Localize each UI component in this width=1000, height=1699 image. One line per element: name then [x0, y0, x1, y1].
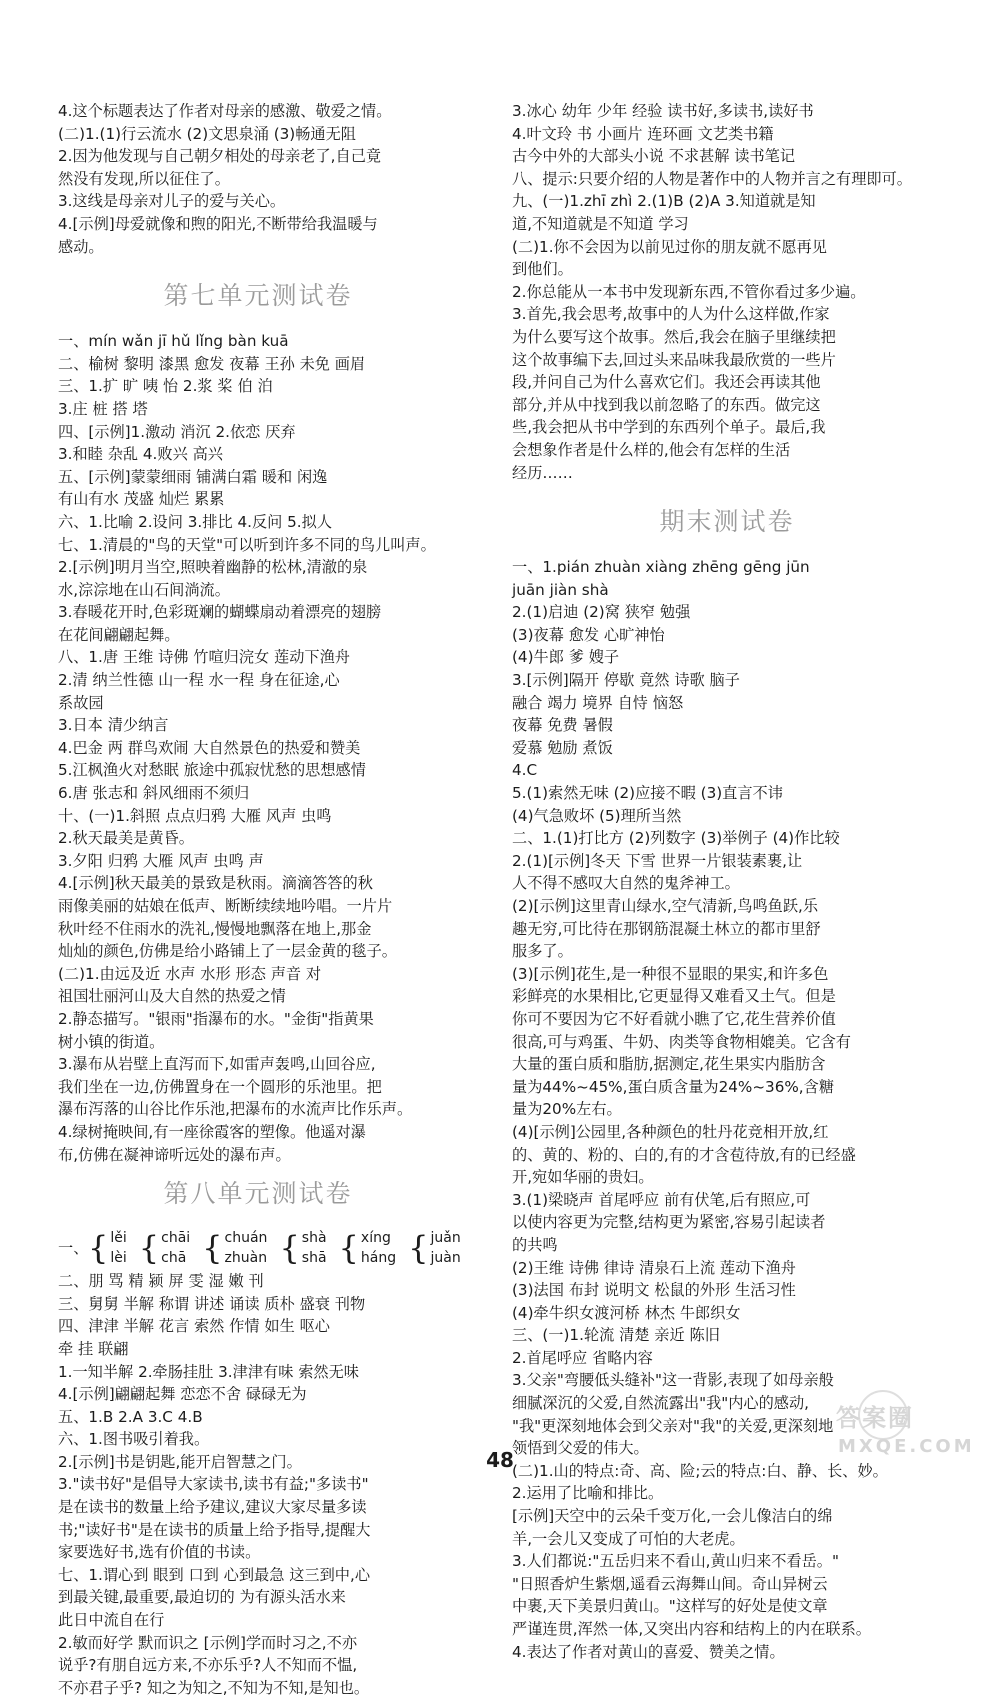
answer-line: 2.[示例]书是钥匙,能开启智慧之门。 — [58, 1452, 302, 1471]
pinyin-text: juǎn — [430, 1230, 461, 1247]
page-number: 48 — [486, 1448, 514, 1472]
answer-line: 爱慕 勉励 煮饭 — [512, 738, 613, 757]
answer-line: 三、(一)1.轮流 清楚 亲近 陈旧 — [512, 1326, 720, 1345]
answer-line: 2.清 纳兰性德 山一程 水一程 身在征途,心 — [58, 671, 340, 690]
pinyin-pair — [408, 1228, 461, 1268]
watermark-logo — [836, 1390, 986, 1460]
pinyin-text: juàn — [430, 1250, 461, 1267]
answer-line: 3.庄 桩 搭 塔 — [58, 399, 148, 418]
answer-line: (3)夜幕 愈发 心旷神怡 — [512, 625, 665, 644]
answer-line: 人不得不感叹大自然的鬼斧神工。 — [512, 874, 740, 893]
answer-line: 一、1.pián zhuàn xiàng zhēng gēng jūn — [512, 558, 810, 577]
unit8-pinyin-row — [58, 1226, 461, 1270]
answer-line: 大量的蛋白质和脂肪,据测定,花生果实内脂肪含 — [512, 1055, 826, 1074]
answer-line: 会想象作者是什么样的,他会有怎样的生活 — [512, 440, 791, 459]
answer-line: "我"更深刻地体会到父亲对"我"的关爱,更深刻地 — [512, 1416, 834, 1435]
answer-line: 羊,一会儿又变成了可怕的大老虎。 — [512, 1529, 745, 1548]
answer-line: 5.江枫渔火对愁眠 旅途中孤寂忧愁的思想感情 — [58, 761, 366, 780]
answer-line: 严谨连贯,浑然一体,又突出内容和结构上的内在联系。 — [512, 1620, 871, 1638]
answer-line: 4.巴金 两 群鸟欢闹 大自然景色的热爱和赞美 — [58, 738, 361, 757]
answer-line: 3.人们都说:"五岳归来不看山,黄山归来不看岳。" — [512, 1552, 839, 1571]
answer-line: 3.日本 清少纳言 — [58, 716, 169, 735]
answer-line: 3.瀑布从岩壁上直泻而下,如雷声轰鸣,山回谷应, — [58, 1055, 376, 1074]
answer-line: 然没有发现,所以征住了。 — [58, 169, 230, 188]
answer-line: 2.静态描写。"银雨"指瀑布的水。"金街"指黄果 — [58, 1009, 374, 1028]
answer-line: 3."读书好"是倡导大家读书,读书有益;"多读书" — [58, 1475, 369, 1494]
unit8-continued-answers — [512, 100, 942, 484]
answer-line: 五、1.B 2.A 3.C 4.B — [58, 1407, 203, 1426]
answer-line: 经历…… — [512, 463, 573, 482]
answer-line: 在花间翩翩起舞。 — [58, 625, 180, 644]
unit7-answers — [58, 330, 458, 1166]
answer-line: 的共鸣 — [512, 1235, 558, 1254]
answer-line: 六、1.图书吸引着我。 — [58, 1430, 210, 1449]
answer-line: 3.这线是母亲对儿子的爱与关心。 — [58, 192, 286, 211]
pinyin-text: shā — [301, 1250, 327, 1267]
brace-icon: { — [138, 1229, 160, 1268]
answer-line: 二、1.(1)打比方 (2)列数字 (3)举例子 (4)作比较 — [512, 829, 840, 848]
answer-line: 4.[示例]秋天最美的景致是秋雨。滴滴答答的秋 — [58, 874, 373, 893]
answer-line: 4.[示例]翩翩起舞 恋恋不舍 碌碌无为 — [58, 1385, 307, 1404]
answer-line: 家要选好书,选有价值的书读。 — [58, 1543, 261, 1562]
answer-line: 5.(1)索然无味 (2)应接不暇 (3)直言不讳 — [512, 784, 783, 803]
answer-line: 五、[示例]蒙蒙细雨 铺满白霜 暖和 闲逸 — [58, 467, 328, 486]
answer-line: 系故园 — [58, 693, 104, 712]
answer-line: 九、(一)1.zhī zhì 2.(1)B (2)A 3.知道就是知 — [512, 192, 816, 211]
answer-line: 灿灿的颜色,仿佛是给小路铺上了一层金黄的毯子。 — [58, 942, 397, 961]
answer-line: 树小镇的街道。 — [58, 1032, 165, 1051]
answer-line: 古今中外的大部头小说 不求甚解 读书笔记 — [512, 147, 796, 166]
answer-line: (2)[示例]这里青山绿水,空气清新,鸟鸣鱼跃,乐 — [512, 897, 819, 915]
pinyin-pair — [202, 1228, 267, 1268]
answer-line: 2.秋天最美是黄昏。 — [58, 829, 194, 848]
answer-line: 3.和睦 杂乱 4.败兴 高兴 — [58, 445, 223, 464]
answer-line: 水,淙淙地在山石间淌流。 — [58, 580, 230, 599]
pinyin-text: shà — [301, 1230, 327, 1247]
brace-icon: { — [279, 1229, 300, 1268]
pinyin-pair — [279, 1228, 326, 1268]
answer-line: (二)1.(1)行云流水 (2)文思泉涌 (3)畅通无阻 — [58, 124, 356, 143]
answer-line: 些,我会把从书中学到的东西列个单子。最后,我 — [512, 418, 826, 437]
answer-line: 4.绿树掩映间,有一座徐霞客的塑像。他遥对瀑 — [58, 1122, 366, 1141]
answer-line: 牵 挂 联翩 — [58, 1339, 129, 1358]
answer-line: 趣无穷,可比待在那钢筋混凝土林立的都市里舒 — [512, 919, 821, 938]
answer-line: 道,不知道就是不知道 学习 — [512, 214, 689, 233]
answer-line: 你可不要因为它不好看就小瞧了它,花生营养价值 — [512, 1009, 836, 1028]
answer-line: 服多了。 — [512, 942, 573, 961]
unit8-answers — [58, 1270, 458, 1699]
answer-line: 六、1.比喻 2.设问 3.排比 4.反问 5.拟人 — [58, 512, 333, 531]
unit8-pinyin-pairs — [88, 1228, 473, 1268]
answer-line: 布,仿佛在凝神谛听远处的瀑布声。 — [58, 1145, 291, 1164]
pinyin-text: chāi — [161, 1230, 191, 1247]
final-exam-answers — [512, 556, 942, 1663]
answer-line: 说乎?有朋自远方来,不亦乐乎?人不知而不愠, — [58, 1656, 358, 1675]
answer-line: 3.春暖花开时,色彩斑斓的蝴蝶扇动着漂亮的翅膀 — [58, 603, 382, 622]
pinyin-pair — [139, 1228, 190, 1268]
answer-line: 以使内容更为完整,结构更为紧密,容易引起读者 — [512, 1213, 826, 1232]
answer-line: (4)[示例]公园里,各种颜色的牡丹花竞相开放,红 — [512, 1122, 829, 1141]
answer-line: 三、1.扩 旷 咦 怡 2.浆 桨 伯 泊 — [58, 377, 273, 396]
answer-line: 量为44%~45%,蛋白质含量为24%~36%,含糖 — [512, 1077, 835, 1096]
answer-line: "日照香炉生紫烟,遥看云海舞山间。奇山异树云 — [512, 1574, 828, 1593]
answer-line: 4.C — [512, 761, 538, 780]
answer-line: 八、提示:只要介绍的人物是著作中的人物并言之有理即可。 — [512, 169, 912, 188]
answer-line: 4.叶文玲 书 小画片 连环画 文艺类书籍 — [512, 124, 774, 143]
answer-line: 2.因为他发现与自己朝夕相处的母亲老了,自己竟 — [58, 147, 382, 166]
answer-line: 四、[示例]1.激动 消沉 2.依恋 厌弃 — [58, 422, 296, 441]
answer-line: 融合 竭力 境界 自恃 恼怒 — [512, 693, 684, 712]
pinyin-text: lěi — [110, 1230, 127, 1247]
unit8-pinyin-label: 一、 — [58, 1238, 89, 1257]
answer-line: 3.父亲"弯腰低头缝补"这一背影,表现了如母亲般 — [512, 1371, 834, 1390]
pinyin-text: háng — [360, 1250, 397, 1267]
pinyin-text: chuán — [224, 1230, 268, 1247]
answer-line: 八、1.唐 王维 诗佛 竹喧归浣女 莲动下渔舟 — [58, 648, 350, 667]
final-exam-title: 期末测试卷 — [659, 507, 795, 537]
pinyin-text: zhuàn — [224, 1250, 268, 1267]
brace-icon: { — [338, 1229, 359, 1268]
answer-line: 是在读书的数量上给予建议,建议大家尽量多读 — [58, 1498, 367, 1517]
answer-line: 彩鲜亮的水果相比,它更显得又难看又土气。但是 — [512, 987, 836, 1006]
previous-unit-answers — [58, 100, 458, 258]
answer-line: 秋叶经不住雨水的洗礼,慢慢地飘落在地上,那金 — [58, 919, 372, 938]
answer-line: 6.唐 张志和 斜风细雨不须归 — [58, 784, 250, 803]
answer-line: 的、黄的、粉的、白的,有的才含苞待放,有的已经盛 — [512, 1145, 856, 1164]
answer-line: 四、津津 半解 花言 索然 作情 如生 呕心 — [58, 1317, 330, 1336]
answer-line: 书;"读好书"是在读书的质量上给予指导,提醒大 — [58, 1520, 371, 1539]
brace-icon: { — [88, 1229, 109, 1268]
answer-line: 三、舅舅 半解 称谓 讲述 诵读 质朴 盛衰 刊物 — [58, 1294, 366, 1313]
answer-line: (3)[示例]花生,是一种很不显眼的果实,和许多色 — [512, 964, 829, 983]
answer-line: 到最关键,最重要,最迫切的 为有源头活水来 — [58, 1588, 346, 1607]
answer-line: 雨像美丽的姑娘在低声、断断续续地吟唱。一片片 — [58, 897, 393, 915]
pinyin-text: xíng — [360, 1230, 391, 1247]
answer-line: 部分,并从中找到我以前忽略了的东西。做完这 — [512, 395, 821, 414]
answer-line: 很高,可与鸡蛋、牛奶、肉类等食物相媲美。它含有 — [512, 1032, 851, 1051]
answer-line: 段,并问自己为什么喜欢它们。我还会再读其他 — [512, 373, 821, 392]
answer-line: 不亦君子乎? 知之为知之,不知为不知,是知也。 — [58, 1678, 370, 1697]
answer-line: 这个故事编下去,回过头来品味我最欣赏的一些片 — [512, 350, 836, 369]
answer-line: 有山有水 茂盛 灿烂 累累 — [58, 490, 225, 509]
answer-line: [示例]天空中的云朵千变万化,一会儿像洁白的绵 — [512, 1507, 833, 1526]
answer-line: 夜幕 免费 暑假 — [512, 716, 613, 735]
answer-line: 3.[示例]隔开 停歇 竟然 诗歌 脑子 — [512, 671, 740, 690]
pinyin-pair — [339, 1228, 397, 1268]
pinyin-pair — [88, 1228, 127, 1268]
answer-line: 4.这个标题表达了作者对母亲的感激、敬爱之情。 — [58, 102, 392, 120]
answer-line: 二、榆树 黎明 漆黑 愈发 夜幕 王孙 未免 画眉 — [58, 354, 366, 373]
unit7-title: 第七单元测试卷 — [163, 281, 353, 311]
answer-line: 十、(一)1.斜照 点点归鸦 大雁 风声 虫鸣 — [58, 806, 332, 825]
pinyin-text: chā — [161, 1250, 187, 1267]
answer-line: (3)法国 布封 说明文 松鼠的外形 生活习性 — [512, 1281, 796, 1300]
answer-line: 七、1.清晨的"鸟的天堂"可以听到许多不同的鸟儿叫声。 — [58, 535, 436, 554]
pinyin-text: lèi — [110, 1250, 127, 1267]
answer-line: 2.敏而好学 默而识之 [示例]学而时习之,不亦 — [58, 1633, 358, 1652]
answer-line: 我们坐在一边,仿佛置身在一个圆形的乐池里。把 — [58, 1077, 382, 1096]
answer-line: (二)1.由远及近 水声 水形 形态 声音 对 — [58, 964, 322, 983]
answer-line: 祖国壮丽河山及大自然的热爱之情 — [58, 987, 286, 1006]
answer-line: 4.[示例]母爱就像和煦的阳光,不断带给我温暖与 — [58, 214, 378, 233]
answer-line: 为什么要写这个故事。然后,我会在脑子里继续把 — [512, 327, 836, 346]
answer-line: (4)气急败坏 (5)理所当然 — [512, 806, 682, 825]
answer-line: 二、朋 骂 精 颍 屏 雯 湿 嫩 刊 — [58, 1272, 264, 1291]
answer-line: 3.冰心 幼年 少年 经验 读书好,多读书,读好书 — [512, 102, 814, 120]
answer-line: 量为20%左右。 — [512, 1100, 622, 1119]
watermark-top-text: 答案圈 — [836, 1404, 914, 1432]
answer-line: 4.表达了作者对黄山的喜爱、赞美之情。 — [512, 1642, 785, 1661]
answer-line: 3.首先,我会思考,故事中的人为什么这样做,作家 — [512, 305, 830, 324]
answer-line: 2.(1)[示例]冬天 下雪 世界一片银装素裹,让 — [512, 851, 803, 870]
answer-line: (二)1.你不会因为以前见过你的朋友就不愿再见 — [512, 237, 827, 256]
answer-line: 一、mín wǎn jī hǔ lǐng bàn kuā — [58, 332, 289, 351]
brace-icon: { — [408, 1229, 429, 1268]
answer-line: 领悟到父爱的伟大。 — [512, 1439, 649, 1458]
answer-line: 3.(1)梁晓声 首尾呼应 前有伏笔,后有照应,可 — [512, 1190, 811, 1209]
answer-line: 七、1.谓心到 眼到 口到 心到最急 这三到中,心 — [58, 1565, 371, 1584]
answer-line: 瀑布泻落的山谷比作乐池,把瀑布的水流声比作乐声。 — [58, 1100, 413, 1119]
answer-line: (4)牵牛织女渡河桥 林杰 牛郎织女 — [512, 1303, 741, 1322]
answer-line: 2.(1)启迪 (2)窝 狭窄 勉强 — [512, 603, 691, 622]
answer-line: 3.夕阳 归鸦 大雁 风声 虫鸣 声 — [58, 851, 264, 870]
answer-line: 2.[示例]明月当空,照映着幽静的松林,清澈的泉 — [58, 558, 368, 577]
answer-line: 感动。 — [58, 237, 104, 256]
answer-line: 细腻深沉的父爱,自然流露出"我"内心的感动, — [512, 1394, 810, 1413]
answer-line: 1.一知半解 2.牵肠挂肚 3.津津有味 索然无味 — [58, 1362, 359, 1381]
watermark-bottom-text: MXQE.COM — [838, 1436, 975, 1457]
answer-line: (二)1.山的特点:奇、高、险;云的特点:白、静、长、妙。 — [512, 1461, 888, 1480]
answer-line: 到他们。 — [512, 260, 573, 279]
answer-line: juān jiàn shà — [512, 580, 609, 599]
unit8-title: 第八单元测试卷 — [163, 1179, 353, 1209]
answer-line: 2.你总能从一本书中发现新东西,不管你看过多少遍。 — [512, 282, 866, 301]
answer-line: 2.运用了比喻和排比。 — [512, 1484, 664, 1503]
answer-line: (4)牛郎 爹 嫂子 — [512, 648, 620, 667]
brace-icon: { — [202, 1229, 223, 1268]
answer-line: 此日中流自在行 — [58, 1611, 165, 1630]
answer-line: 开,宛如华丽的贵妇。 — [512, 1168, 654, 1187]
answer-line: 中裹,天下美景归黄山。"这样写的好处是使文章 — [512, 1597, 828, 1616]
answer-line: (2)王维 诗佛 律诗 清泉石上流 莲动下渔舟 — [512, 1258, 796, 1277]
answer-line: 2.首尾呼应 省略内容 — [512, 1348, 653, 1367]
